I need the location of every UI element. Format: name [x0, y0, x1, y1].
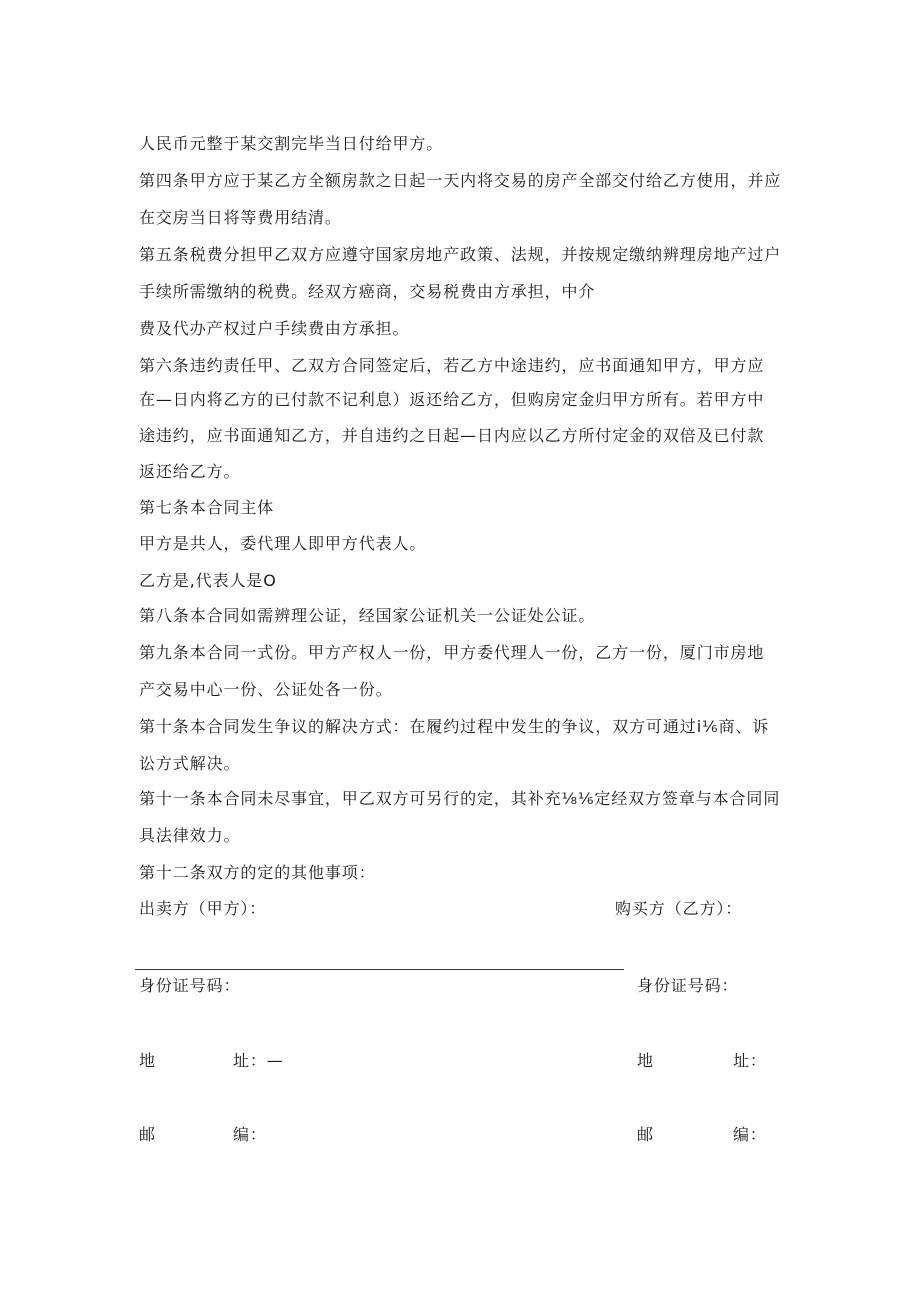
- contract-line: 第九条本合同一式份。甲方产权人一份，甲方委代理人一份，乙方一份，厦门市房地: [139, 643, 765, 662]
- contract-line: 第七条本合同主体: [139, 498, 275, 517]
- buyer-address-label-a: 地: [637, 1051, 654, 1070]
- seller-label: 出卖方（甲方）：: [139, 899, 267, 918]
- contract-line: 第五条税费分担甲乙双方应遵守国家房地产政策、法规，并按规定缴纳辨理房地产过户: [139, 245, 782, 264]
- buyer-postal-label-a: 邮: [637, 1125, 654, 1144]
- buyer-postal-label-b: 编：: [733, 1125, 767, 1144]
- contract-line: 第四条甲方应于某乙方全额房款之日起一天内将交易的房产全部交付给乙方使用，并应: [139, 171, 782, 190]
- contract-line: 第十一条本合同未尽事宜，甲乙双方可另行的定，其补充⅛⅙定经双方签章与本合同同: [139, 789, 781, 808]
- signature-line: [135, 969, 624, 970]
- buyer-address-label-b: 址：: [733, 1051, 767, 1070]
- buyer-label: 购买方（乙方）：: [615, 899, 743, 918]
- contract-line: 第十条本合同发生争议的解决方式：在履约过程中发生的争议，双方可通过i⅙商、诉: [139, 717, 770, 736]
- contract-line: 第八条本合同如需辨理公证，经国家公证机关一公证处公证。: [139, 606, 596, 625]
- contract-line: 乙方是,代表人是O: [139, 571, 277, 590]
- contract-line: 费及代办产权过户手续费由方承担。: [139, 319, 410, 338]
- contract-line: 甲方是共人，委代理人即甲方代表人。: [139, 534, 427, 553]
- contract-line: 途违约，应书面通知乙方，并自违约之日起—日内应以乙方所付定金的双倍及已付款: [139, 426, 765, 445]
- contract-line: 第十二条双方的定的其他事项：: [139, 863, 376, 882]
- seller-address-label-a: 地: [139, 1051, 156, 1070]
- contract-line: 手续所需缴纳的税费。经双方癌商，交易税费由方承担，中介: [139, 282, 596, 301]
- contract-line: 人民币元整于某交割完毕当日付给甲方。: [139, 134, 444, 153]
- buyer-id-label: 身份证号码：: [637, 976, 739, 995]
- contract-line: 讼方式解决。: [139, 754, 241, 773]
- contract-line: 返还给乙方。: [139, 462, 241, 481]
- contract-line: 具法律效力。: [139, 826, 241, 845]
- seller-id-label: 身份证号码：: [139, 976, 241, 995]
- contract-line: 第六条违约责任甲、乙双方合同签定后，若乙方中途违约，应书面通知甲方，甲方应: [139, 356, 765, 375]
- contract-line: 在—日内将乙方的已付款不记利息）返还给乙方，但购房定金归甲方所有。若甲方中: [139, 390, 765, 409]
- seller-postal-label-b: 编：: [233, 1125, 267, 1144]
- contract-line: 在交房当日将等费用结清。: [139, 208, 342, 227]
- contract-line: 产交易中心一份、公证处各一份。: [139, 680, 393, 699]
- seller-address-label-b: 址：—: [233, 1051, 284, 1070]
- seller-postal-label-a: 邮: [139, 1125, 156, 1144]
